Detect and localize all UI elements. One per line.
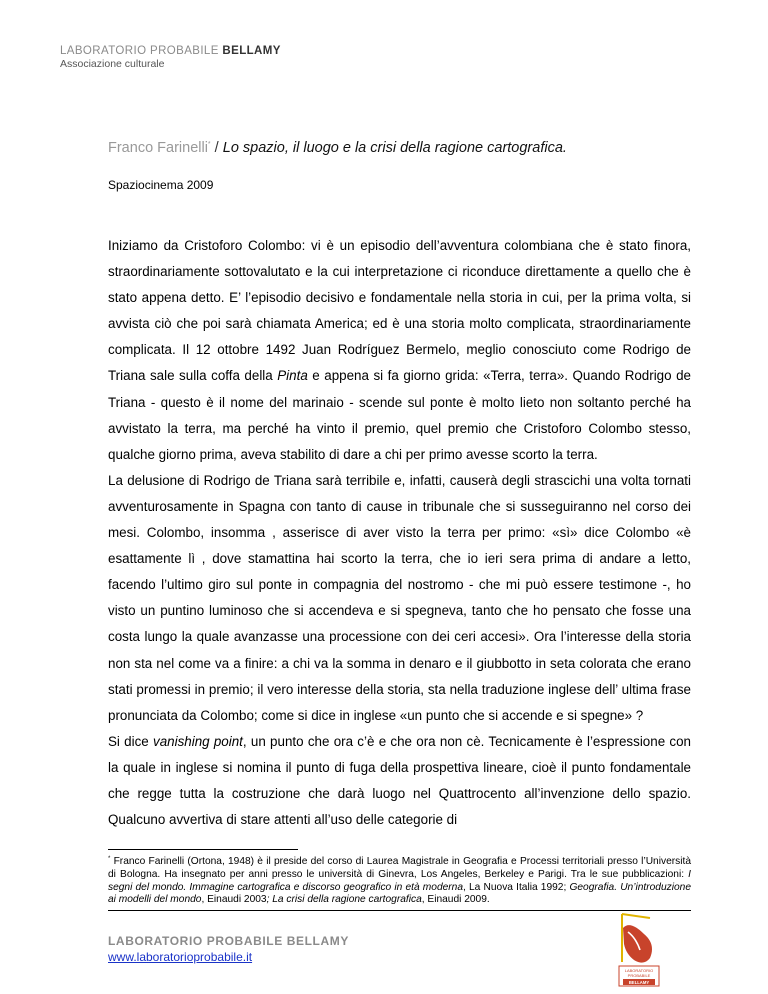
org-subtitle: Associazione culturale [60,58,165,70]
svg-text:BELLAMY: BELLAMY [628,980,650,985]
document-title [108,140,567,156]
header [60,44,281,71]
website-link[interactable]: www.laboratorioprobabile.it [108,950,253,964]
event-subtitle: Spaziocinema 2009 [108,178,214,192]
footnote: * Franco Farinelli (Ortona, 1948) è il preside del corso di Laurea Magistrale in Geografia e Processi territoriali presso l’Università di Bologna. Ha insegnato per anni presso le università di Ginevra, Los Angeles, Berkeley e Parigi. Tra le sue pubblicazioni: I segni del mondo. Immagine cartografica e discorso geografico in età moderna, La Nuova Italia 1992; Geografia. Un’introduzione ai modelli del mondo, Einaudi 2003; La crisi della ragione cartografica, Einaudi 2009. [108,856,691,906]
title-separator: / [210,140,223,156]
svg-text:LABORATORIO: LABORATORIO [624,968,654,973]
footer-org-name: LABORATORIO PROBABILE BELLAMY [108,934,349,948]
body-text [108,233,691,833]
paragraph-3: Si dice vanishing point, un punto che ora c’è e che ora non cè. Tecnicamente è l’espressione con la quale in inglese si nomina il punto di fuga della prospettiva lineare, cioè il punto fondamentale che regge tutta la costruzione che darà luogo nel Quattrocento all’invenzione dello spazio. Qualcuno avvertiva di stare attenti all’uso delle categorie di [108,733,691,828]
svg-text:PROBABILE: PROBABILE [627,973,651,978]
work-title: Lo spazio, il luogo e la crisi della ragione cartografica. [222,140,567,156]
org-name-prefix: LABORATORIO PROBABILE [60,45,219,57]
paragraph-2: La delusione di Rodrigo de Triana sarà terribile e, infatti, causerà degli strascichi una volta tornati avventurosamente in Spagna con tanto di cause in tribunale che si susseguiranno nel corso dei mesi. Colombo, insomma , asserisce di aver visto la terra per primo: «sì» dice Colombo «è esattamente lì , dove stamattina hai scorto la terra, che io ieri sera prima di andare a letto, facendo l’ultimo giro sul ponte in compagnia del nostromo - che mi può essere testimone -, ho visto un puntino luminoso che si accendeva e si spegneva, tanto che ho pensato che fosse una costa lungo la quale avanzasse una processione con dei ceri accesi». Ora l’interesse della storia non sta nel come va a finire: a chi va la somma in denaro e il giubbotto in seta colorata che erano stati promessi in premio; il vero interesse della storia, sta nella traduzione inglese dell’ ultima frase pronunciata da Colombo; come si dice in inglese «un punto che si accende e si spegne» ? [108,472,691,723]
footnote-separator [108,849,298,850]
bellamy-logo-icon [614,910,664,990]
org-name [60,44,281,58]
footer-rule [108,910,691,911]
author-name: Franco Farinelli [108,140,208,156]
title-footnote-mark[interactable]: * [207,141,211,148]
footer [108,934,349,964]
paragraph-1: Iniziamo da Cristoforo Colombo: vi è un episodio dell’avventura colombiana che è stato finora, straordinariamente sottovalutato e la cui interpretazione ci riconduce direttamente a quello che è stato appena detto. E’ l’episodio decisivo e fondamentale nella storia in cui, per la prima volta, si avvista ciò che poi sarà chiamata America; ed è una storia molto complicata, straordinariamente complicata. Il 12 ottobre 1492 Juan Rodríguez Bermelo, meglio conosciuto come Rodrigo de Triana sale sulla coffa della Pinta e appena si fa giorno grida: «Terra, terra». Quando Rodrigo de Triana - questo è il nome del marinaio - scende sul ponte è molto lieto non soltanto perché ha avvistato la terra, ma perché ha vinto il premio, quel premio che Cristoforo Colombo stesso, qualche giorno prima, aveva stabilito di dare a chi per primo avesse scorto la terra. [108,238,691,462]
org-name-bold: BELLAMY [222,45,281,57]
